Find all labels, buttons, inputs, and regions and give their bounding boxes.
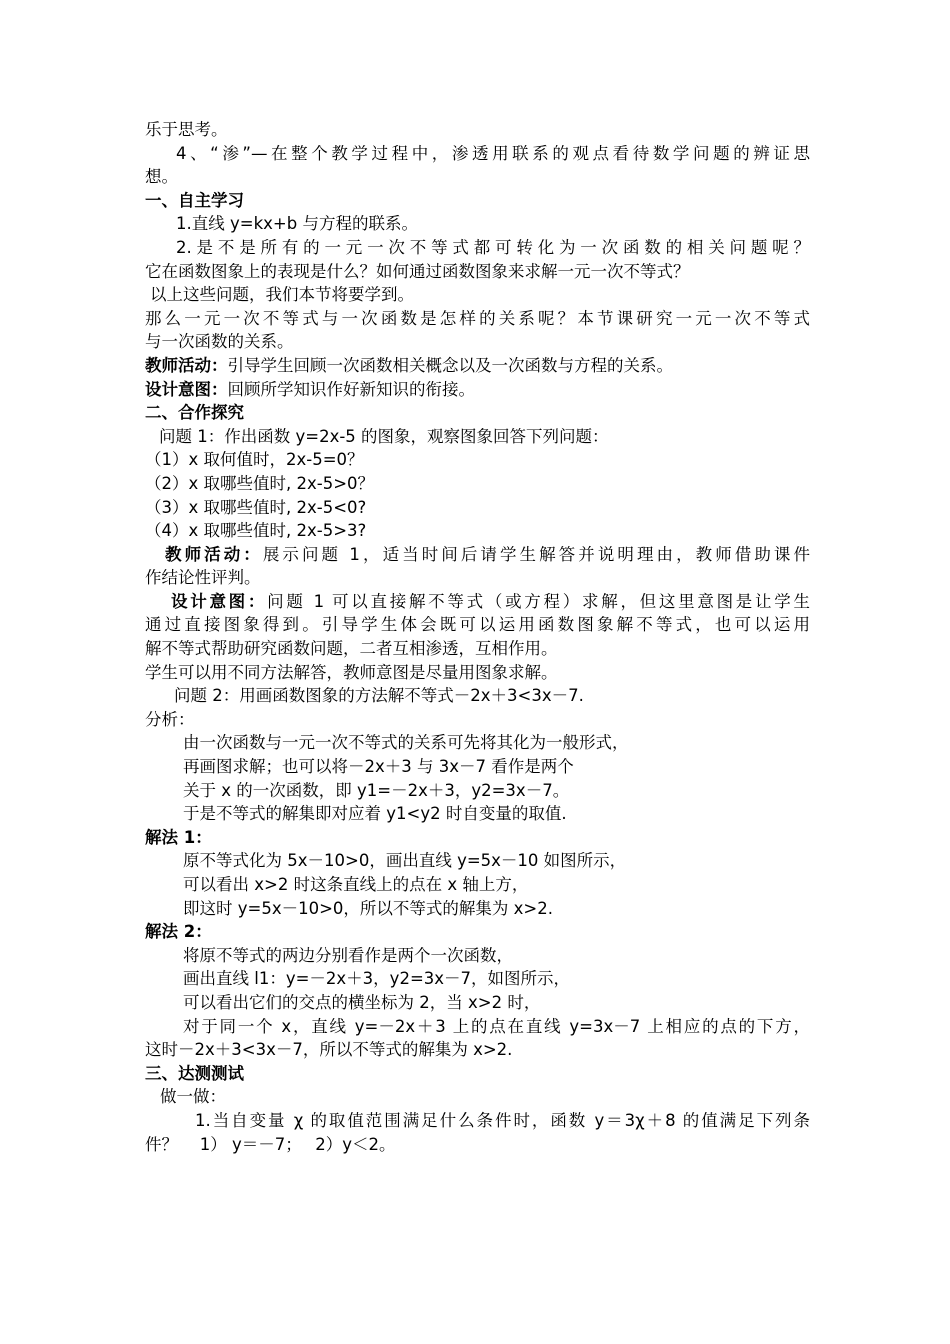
text-line: 想。 xyxy=(145,167,178,187)
teacher-activity-text: 展示问题 1，适当时间后请学生解答并说明理由，教师借助课件 xyxy=(262,544,810,564)
problem-1-part-4: （4）x 取哪些值时, 2x-5>3? xyxy=(145,521,367,541)
teacher-activity-2 xyxy=(145,543,810,567)
text-line: 4、“渗”—在整个教学过程中，渗透用联系的观点看待数学问题的辨证思 xyxy=(176,143,810,163)
problem-2: 问题 2：用画函数图象的方法解不等式－2x＋3<3x－7. xyxy=(174,686,584,706)
teacher-activity-label: 教师活动： xyxy=(145,355,228,375)
text-line: 与一次函数的关系。 xyxy=(145,332,294,352)
method-1-line: 即这时 y=5x－10>0，所以不等式的解集为 x>2. xyxy=(183,898,553,918)
method-2-line: 对于同一个 x，直线 y=－2x＋3 上的点在直线 y=3x－7 上相应的点的下方， xyxy=(183,1016,810,1036)
section-heading-1: 一、自主学习 xyxy=(145,190,244,210)
text-line: 它在函数图象上的表现是什么？如何通过函数图象来求解一元一次不等式？ xyxy=(145,261,690,281)
method-2-line: 这时－2x＋3<3x－7，所以不等式的解集为 x>2. xyxy=(145,1040,513,1060)
exercise-1-cont: 件？ 1） y＝－7； 2）y＜2。 xyxy=(145,1134,396,1154)
method-2-line: 画出直线 l1：y=－2x＋3，y2=3x－7，如图所示， xyxy=(183,969,571,989)
section-heading-2: 二、合作探究 xyxy=(145,403,244,423)
exercise-1: 1.当自变量 χ 的取值范围满足什么条件时，函数 y＝3χ＋8 的值满足下列条 xyxy=(195,1110,810,1130)
teacher-activity-1 xyxy=(145,354,810,378)
method-2-label: 解法 2： xyxy=(145,922,212,942)
method-1-label: 解法 1： xyxy=(145,827,212,847)
problem-1-part-3: （3）x 取哪些值时, 2x-5<0? xyxy=(145,497,367,517)
try-label: 做一做： xyxy=(160,1087,226,1107)
problem-1: 问题 1：作出函数 y=2x-5 的图象，观察图象回答下列问题： xyxy=(159,426,609,446)
design-intent-label: 设计意图： xyxy=(171,591,268,611)
text-line: 乐于思考。 xyxy=(145,120,228,139)
design-intent-text: 回顾所学知识作好新知识的衔接。 xyxy=(227,379,475,399)
text-line: 2.是不是所有的一元一次不等式都可转化为一次函数的相关问题呢？ xyxy=(176,237,810,257)
analysis-line: 于是不等式的解集即对应着 y1<y2 时自变量的取值. xyxy=(183,804,567,824)
teacher-activity-label: 教师活动： xyxy=(165,544,263,564)
design-intent-text: 问题 1 可以直接解不等式（或方程）求解，但这里意图是让学生 xyxy=(267,591,810,611)
method-2-line: 将原不等式的两边分别看作是两个一次函数， xyxy=(183,945,513,965)
teacher-activity-text: 引导学生回顾一次函数相关概念以及一次函数与方程的关系。 xyxy=(227,355,673,375)
text-line: 学生可以用不同方法解答，教师意图是尽量用图象求解。 xyxy=(145,662,558,682)
analysis-line: 关于 x 的一次函数，即 y1=－2x＋3，y2=3x－7。 xyxy=(183,780,570,800)
text-line: 通过直接图象得到。引导学生体会既可以运用函数图象解不等式，也可以运用 xyxy=(145,615,810,635)
text-line: 解不等式帮助研究函数问题，二者互相渗透，互相作用。 xyxy=(145,639,558,659)
method-1-line: 可以看出 x>2 时这条直线上的点在 x 轴上方， xyxy=(183,875,529,894)
text-line: 那么一元一次不等式与一次函数是怎样的关系呢？本节课研究一元一次不等式 xyxy=(145,308,810,328)
document-page xyxy=(145,118,810,1156)
text-line: 1.直线 y=kx+b 与方程的联系。 xyxy=(176,214,418,234)
design-intent-1 xyxy=(145,378,810,402)
section-heading-3: 三、达测测试 xyxy=(145,1063,244,1083)
analysis-line: 由一次函数与一元一次不等式的关系可先将其化为一般形式， xyxy=(183,733,629,753)
problem-1-part-2: （2）x 取哪些值时, 2x-5>0？ xyxy=(145,473,375,493)
text-line: 以上这些问题，我们本节将要学到。 xyxy=(150,285,414,305)
analysis-label: 分析： xyxy=(145,709,195,729)
text-line: 作结论性评判。 xyxy=(145,568,261,588)
analysis-line: 再画图求解；也可以将－2x＋3 与 3x－7 看作是两个 xyxy=(183,757,574,777)
design-intent-2 xyxy=(145,590,810,614)
method-2-line: 可以看出它们的交点的横坐标为 2，当 x>2 时， xyxy=(183,992,541,1012)
design-intent-label: 设计意图： xyxy=(145,379,228,399)
method-1-line: 原不等式化为 5x－10>0，画出直线 y=5x－10 如图所示， xyxy=(183,851,627,871)
problem-1-part-1: （1）x 取何值时，2x-5=0？ xyxy=(145,450,364,470)
